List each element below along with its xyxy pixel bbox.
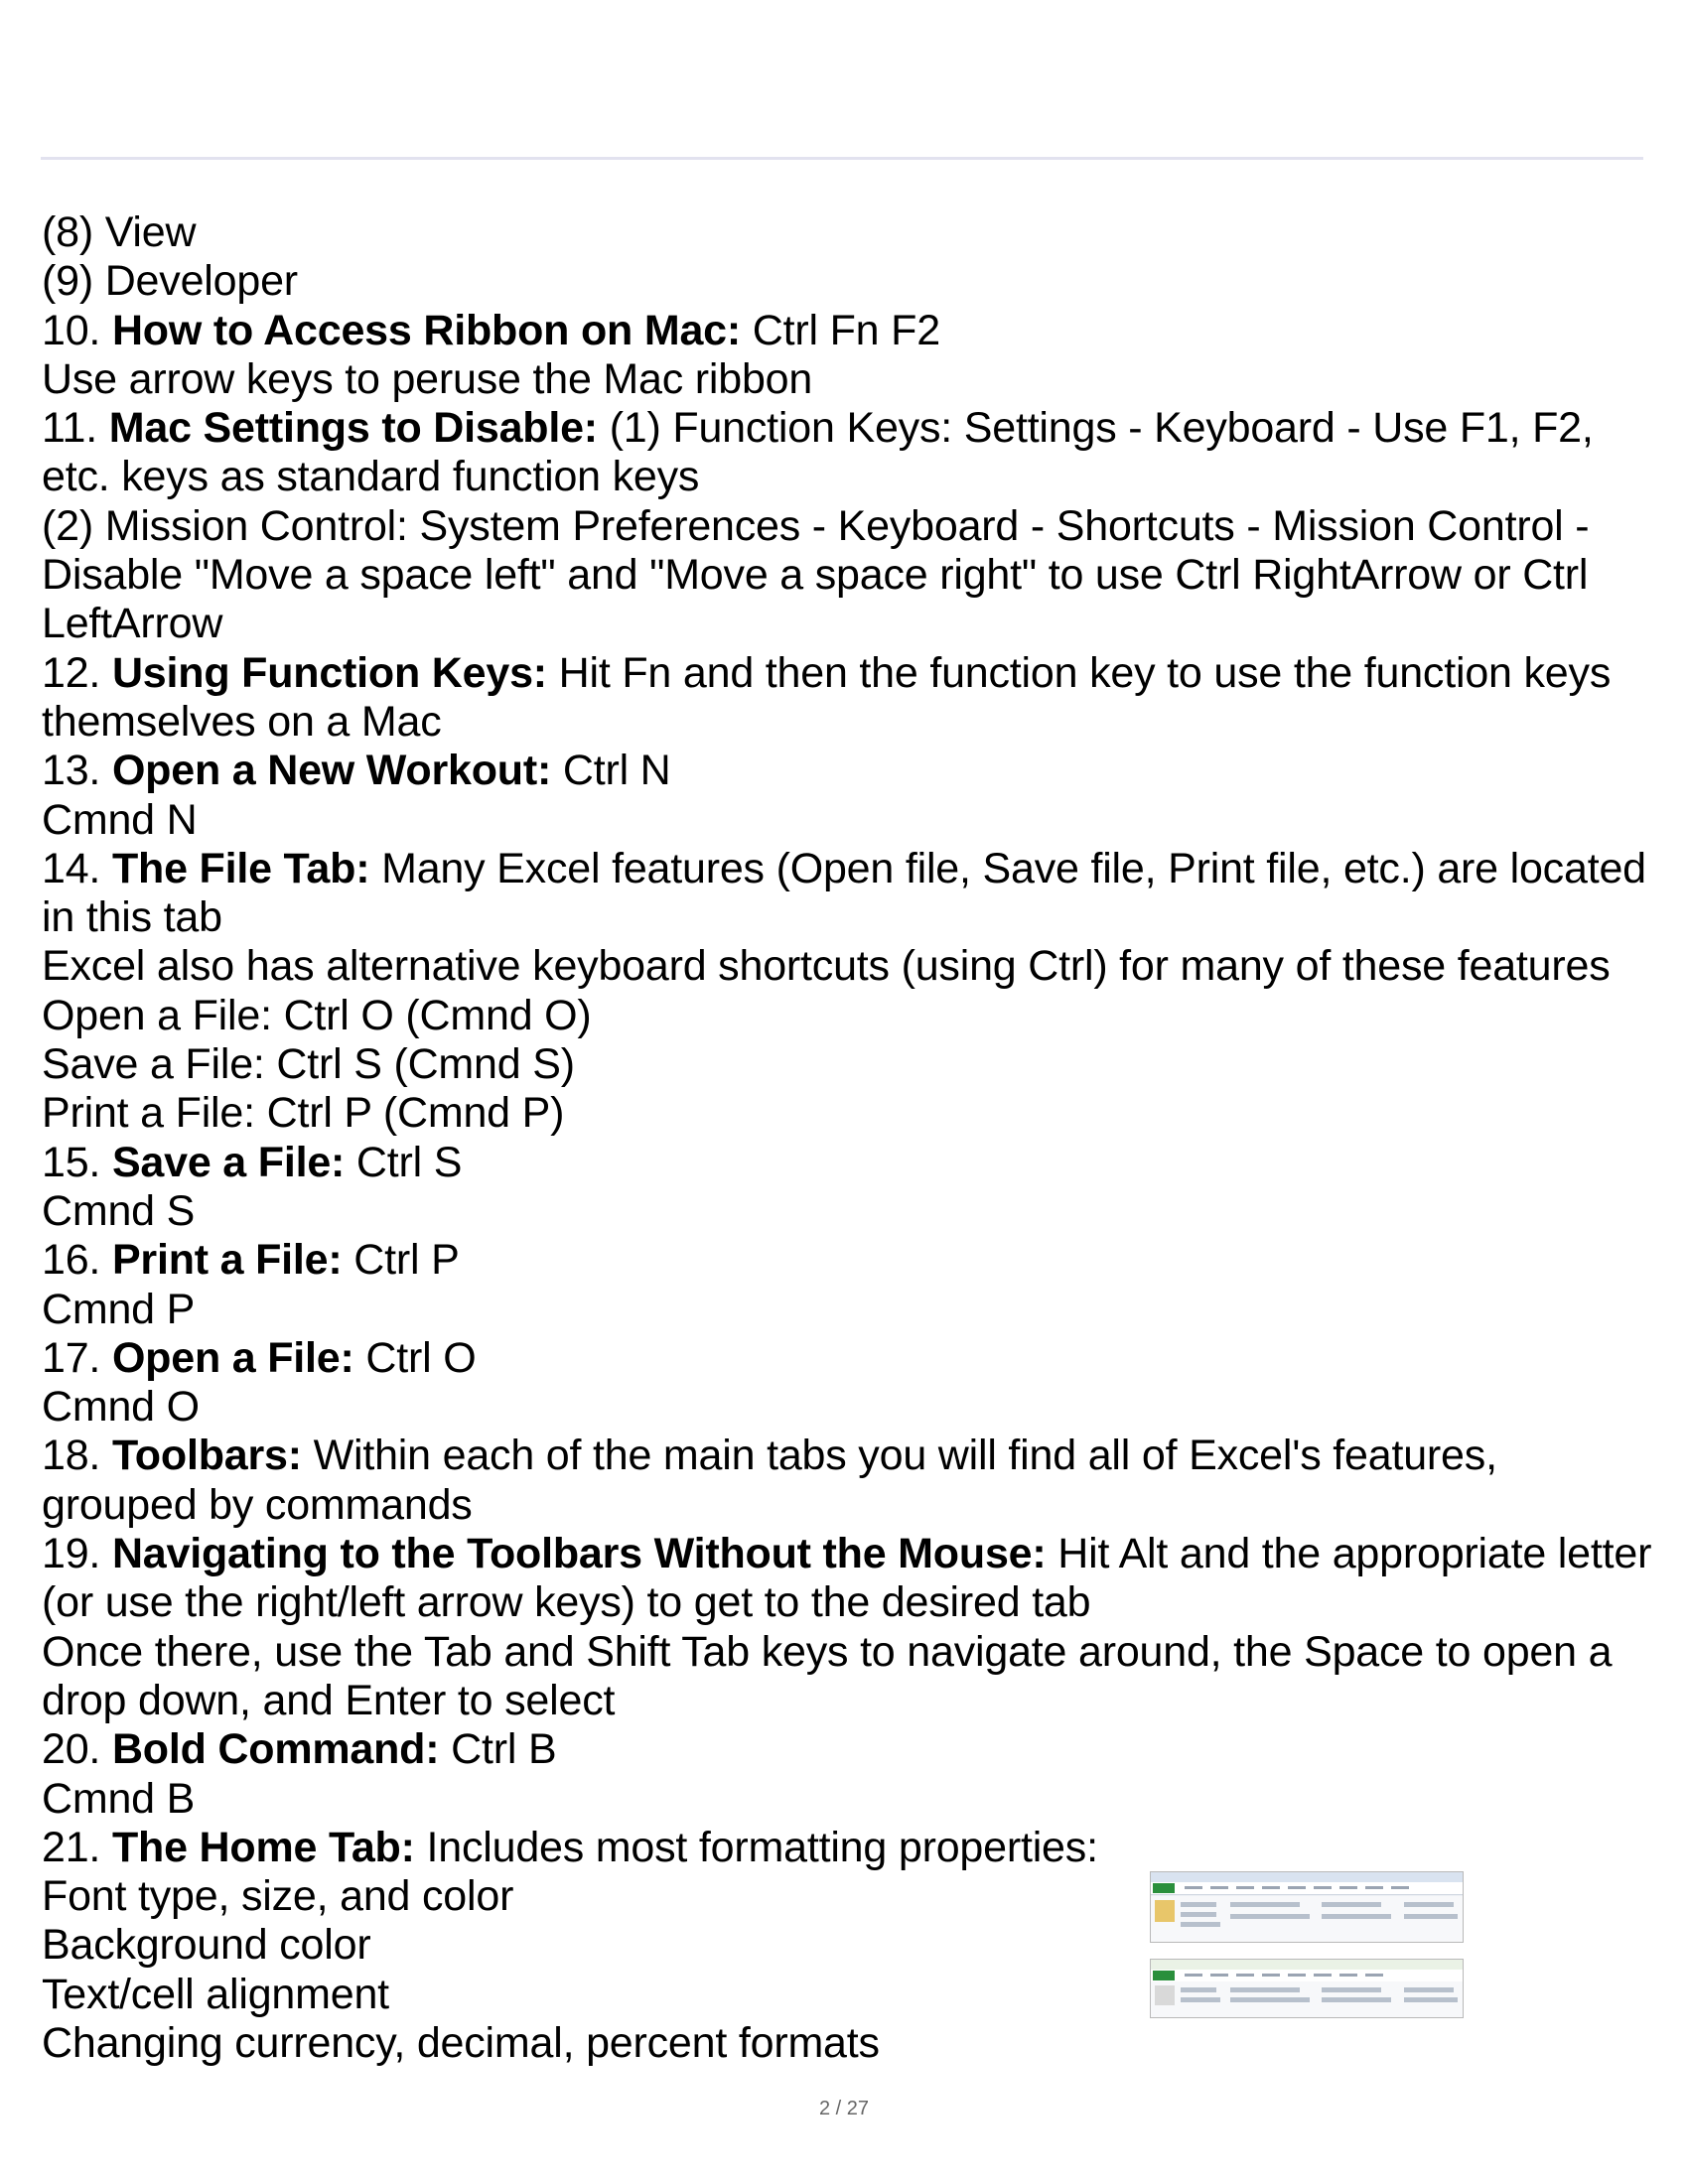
document-body bbox=[42, 208, 1660, 2068]
numbered-item bbox=[42, 1530, 1662, 1628]
item-number: 17. bbox=[42, 1333, 101, 1382]
text-line: Use arrow keys to peruse the Mac ribbon bbox=[42, 354, 813, 403]
item-text: Ctrl O bbox=[365, 1333, 477, 1382]
text-line: (9) Developer bbox=[42, 257, 298, 306]
item-number: 19. bbox=[42, 1530, 101, 1578]
item-heading: Using Function Keys: bbox=[111, 648, 547, 697]
page-number: 2 / 27 bbox=[818, 2098, 870, 2119]
numbered-item bbox=[42, 404, 1662, 502]
item-number: 20. bbox=[42, 1725, 101, 1774]
numbered-item bbox=[42, 1334, 1660, 1383]
numbered-item bbox=[42, 1824, 1660, 1872]
item-text: Many Excel features (Open file, Save file, Print file, etc.) are located in this tab bbox=[42, 844, 1646, 942]
numbered-item bbox=[42, 845, 1662, 943]
text-line: Cmnd N bbox=[42, 795, 198, 844]
text-line: Cmnd P bbox=[42, 1285, 196, 1333]
item-heading: Save a File: bbox=[111, 1138, 346, 1186]
text-line: (2) Mission Control: System Preferences - Keyboard - Shortcuts - Mission Control - Disable "Move a space left" and "Move a space right" to use Ctrl RightArrow or Ctrl LeftArrow bbox=[42, 501, 1590, 648]
item-number: 18. bbox=[42, 1432, 101, 1480]
text-line: Open a File: Ctrl O (Cmnd O) bbox=[42, 991, 592, 1039]
item-heading: Bold Command: bbox=[111, 1725, 440, 1774]
item-text: Ctrl S bbox=[355, 1138, 463, 1186]
text-line: Save a File: Ctrl S (Cmnd S) bbox=[42, 1040, 575, 1089]
header-rule bbox=[41, 157, 1643, 160]
text-line: Changing currency, decimal, percent formats bbox=[42, 2018, 880, 2067]
item-text: Within each of the main tabs you will find all of Excel's features, grouped by commands bbox=[42, 1432, 1497, 1529]
item-number: 15. bbox=[42, 1138, 101, 1186]
item-text: Ctrl P bbox=[353, 1236, 460, 1285]
item-number: 12. bbox=[42, 648, 101, 697]
text-line: Font type, size, and color bbox=[42, 1872, 514, 1921]
text-line: Print a File: Ctrl P (Cmnd P) bbox=[42, 1089, 565, 1138]
item-number: 16. bbox=[42, 1236, 101, 1285]
item-number: 10. bbox=[42, 306, 101, 354]
ribbon-screenshots bbox=[1150, 1871, 1464, 2034]
item-number: 21. bbox=[42, 1823, 101, 1871]
item-heading: Open a File: bbox=[111, 1333, 354, 1382]
numbered-item bbox=[42, 1725, 1660, 1774]
item-number: 11. bbox=[42, 404, 97, 453]
excel-2013-ribbon-image bbox=[1150, 1959, 1464, 2018]
item-heading: Mac Settings to Disable: bbox=[108, 404, 598, 453]
item-text: Includes most formatting properties: bbox=[426, 1823, 1098, 1871]
item-text: Hit Alt and the appropriate letter (or use the right/left arrow keys) to get to the desired tab bbox=[42, 1530, 1652, 1627]
item-text: Ctrl N bbox=[562, 747, 671, 795]
numbered-item bbox=[42, 1432, 1662, 1530]
text-line: Excel also has alternative keyboard shortcuts (using Ctrl) for many of these features bbox=[42, 942, 1611, 991]
item-heading: Print a File: bbox=[111, 1236, 343, 1285]
numbered-item bbox=[42, 747, 1660, 795]
text-line: Cmnd O bbox=[42, 1383, 200, 1432]
item-number: 14. bbox=[42, 844, 101, 892]
item-heading: Navigating to the Toolbars Without the Mouse: bbox=[111, 1530, 1047, 1578]
item-heading: Open a New Workout: bbox=[111, 747, 552, 795]
text-line: Once there, use the Tab and Shift Tab keys to navigate around, the Space to open a drop down, and Enter to select bbox=[42, 1627, 1613, 1724]
text-line: Text/cell alignment bbox=[42, 1970, 389, 2018]
excel-2010-ribbon-image bbox=[1150, 1871, 1464, 1943]
text-line: Background color bbox=[42, 1921, 371, 1970]
item-heading: How to Access Ribbon on Mac: bbox=[111, 306, 742, 354]
item-text: (1) Function Keys: Settings - Keyboard - Use F1, F2, etc. keys as standard function keys bbox=[42, 404, 1594, 501]
text-line: (8) View bbox=[42, 208, 197, 256]
item-text: Ctrl Fn F2 bbox=[752, 306, 940, 354]
item-text: Hit Fn and then the function key to use the function keys themselves on a Mac bbox=[42, 648, 1612, 746]
text-line: Cmnd B bbox=[42, 1774, 196, 1823]
item-heading: Toolbars: bbox=[111, 1432, 302, 1480]
item-heading: The Home Tab: bbox=[111, 1823, 415, 1871]
text-line: Cmnd S bbox=[42, 1186, 196, 1235]
item-number: 13. bbox=[42, 747, 101, 795]
numbered-item bbox=[42, 1139, 1660, 1187]
item-text: Ctrl B bbox=[451, 1725, 557, 1774]
numbered-item bbox=[42, 649, 1662, 748]
numbered-item bbox=[42, 1236, 1660, 1285]
numbered-item bbox=[42, 307, 1660, 355]
item-heading: The File Tab: bbox=[111, 844, 370, 892]
